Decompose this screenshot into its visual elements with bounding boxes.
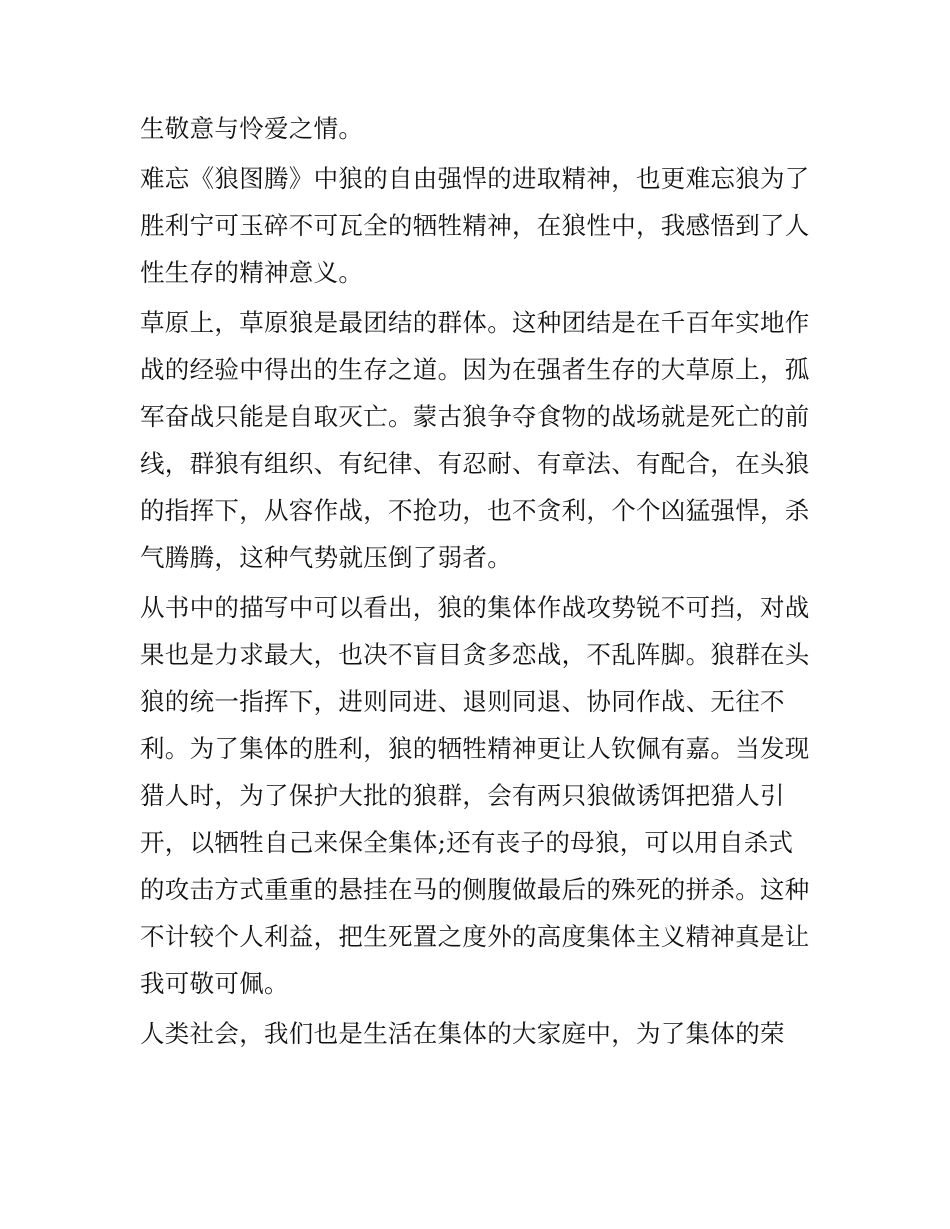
text-line: 性生存的精神意义。 xyxy=(140,258,364,287)
text-line: 草原上，草原狼是最团结的群体。这种团结是在千百年实地作 xyxy=(140,308,810,337)
text-line: 果也是力求最大，也决不盲目贪多恋战，不乱阵脚。狼群在头 xyxy=(140,640,810,669)
text-line: 线，群狼有组织、有纪律、有忍耐、有章法、有配合，在头狼 xyxy=(140,449,810,478)
text-line: 难忘《狼图腾》中狼的自由强悍的进取精神，也更难忘狼为了 xyxy=(140,164,810,193)
text-line: 不计较个人利益，把生死置之度外的高度集体主义精神真是让 xyxy=(140,922,810,951)
text-line: 猎人时，为了保护大批的狼群，会有两只狼做诱饵把猎人引 xyxy=(140,781,785,810)
body-text xyxy=(140,105,820,1057)
text-line: 利。为了集体的胜利，狼的牺牲精神更让人钦佩有嘉。当发现 xyxy=(140,734,810,763)
text-line: 人类社会，我们也是生活在集体的大家庭中，为了集体的荣 xyxy=(140,1019,785,1048)
text-line: 的指挥下，从容作战，不抢功，也不贪利，个个凶猛强悍，杀 xyxy=(140,496,810,525)
text-line: 开，以牺牲自己来保全集体;还有丧子的母狼，可以用自杀式 xyxy=(140,828,794,857)
text-line: 军奋战只能是自取灭亡。蒙古狼争夺食物的战场就是死亡的前 xyxy=(140,402,810,431)
text-line: 战的经验中得出的生存之道。因为在强者生存的大草原上，孤 xyxy=(140,355,810,384)
text-line: 我可敬可佩。 xyxy=(140,969,289,998)
text-line: 胜利宁可玉碎不可瓦全的牺牲精神，在狼性中，我感悟到了人 xyxy=(140,211,810,240)
text-line: 生敬意与怜爱之情。 xyxy=(140,114,364,143)
text-line: 从书中的描写中可以看出，狼的集体作战攻势锐不可挡，对战 xyxy=(140,593,810,622)
text-line: 狼的统一指挥下，进则同进、退则同退、协同作战、无往不 xyxy=(140,687,785,716)
text-line: 的攻击方式重重的悬挂在马的侧腹做最后的殊死的拼杀。这种 xyxy=(140,875,810,904)
text-line: 气腾腾，这种气势就压倒了弱者。 xyxy=(140,543,512,572)
